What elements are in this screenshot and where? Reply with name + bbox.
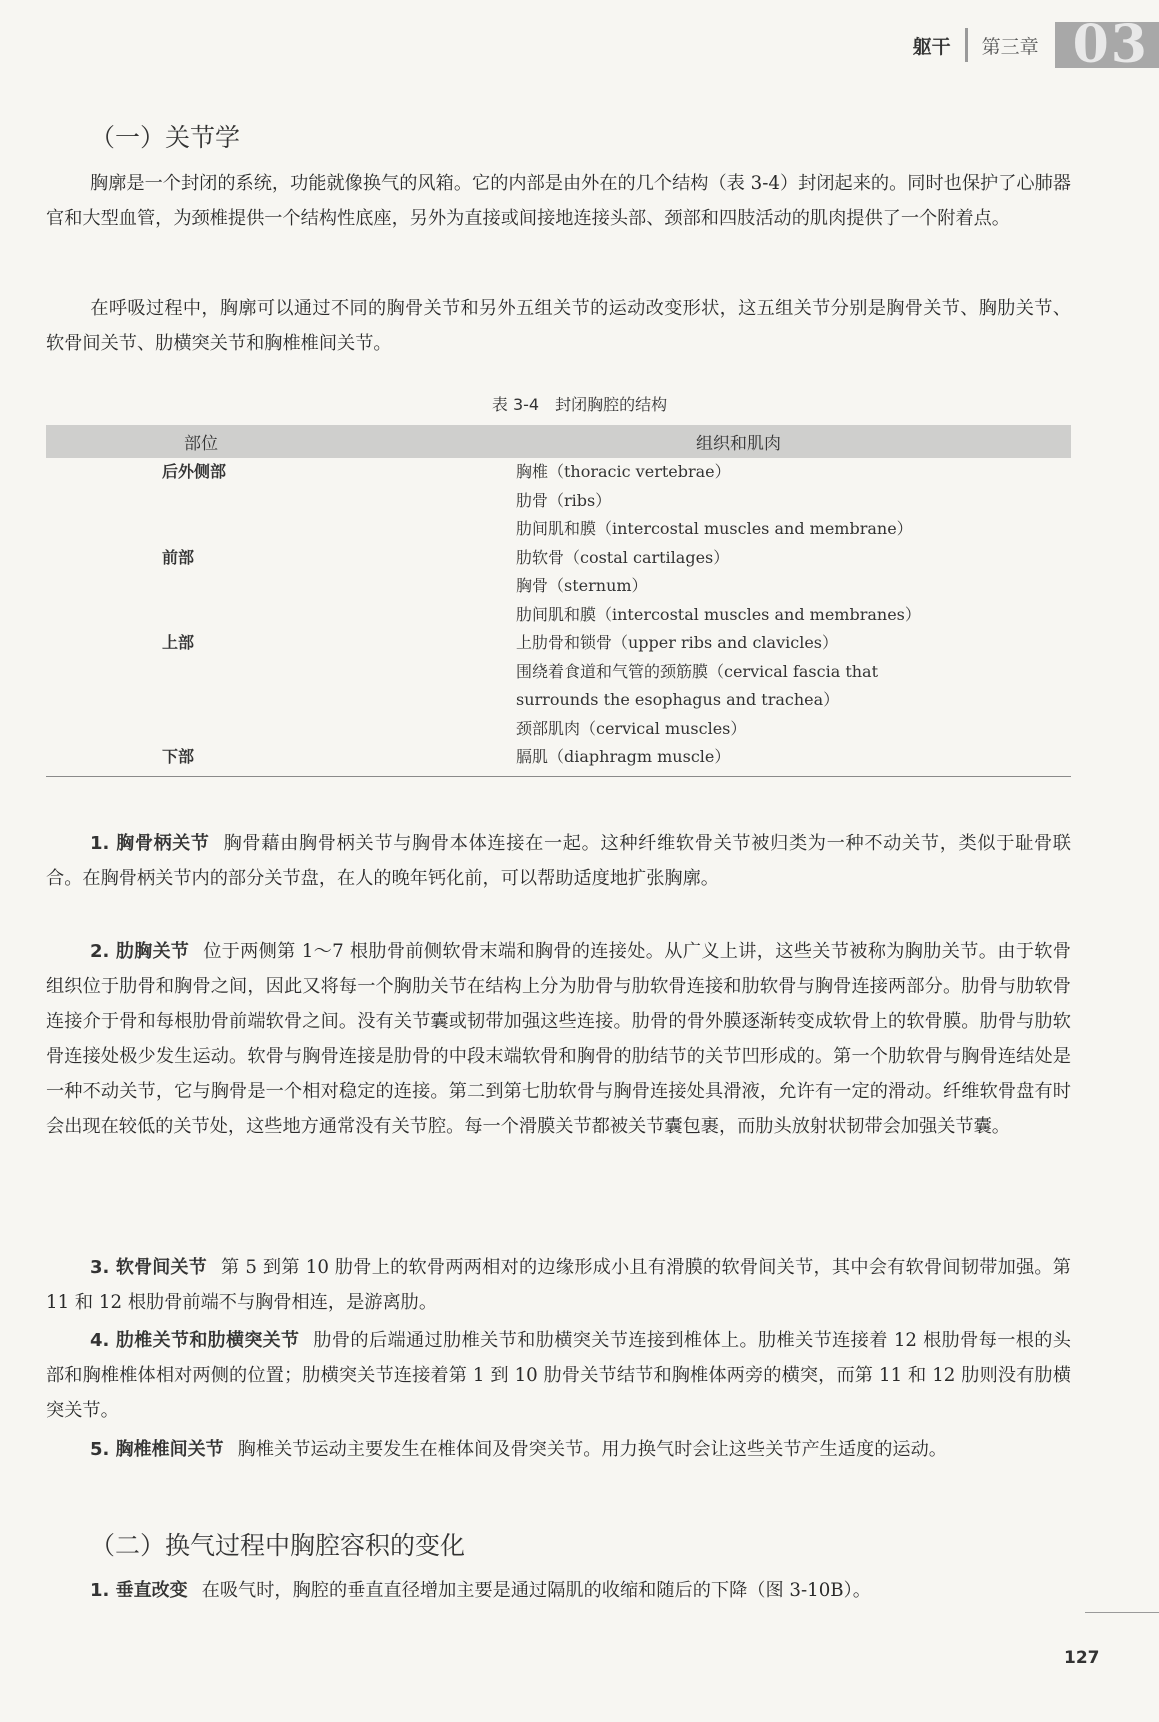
table-item: 围绕着食道和气管的颈筋膜（cervical fascia that (516, 661, 879, 681)
page-number: 127 (1064, 1648, 1100, 1668)
header-divider (965, 28, 968, 62)
joint-text: 肋骨的后端通过肋椎关节和肋横突关节连接到椎体上。肋椎关节连接着 12 根肋骨每一根的头部和胸椎椎体相对两侧的位置；肋横突关节连接着第 1 到 10 肋骨关节结节和胸椎体两旁的横突，而第 11 和 12 肋则没有肋横突关节。 (46, 1330, 1071, 1421)
joint-text: 胸骨藉由胸骨柄关节与胸骨本体连接在一起。这种纤维软骨关节被归类为一种不动关节，类似于耻骨联合。在胸骨柄关节内的部分关节盘，在人的晚年钙化前，可以帮助适度地扩张胸廓。 (46, 833, 1071, 889)
table-caption-title: 封闭胸腔的结构 (555, 395, 668, 414)
table-cell-part: 上部 (162, 633, 195, 652)
volume-title: 1. 垂直改变 (90, 1580, 188, 1601)
intro-paragraph-2 (46, 291, 1071, 361)
header-chapter-label: 第三章 (981, 35, 1039, 58)
intro-paragraph-1 (46, 166, 1071, 236)
joint-title: 1. 胸骨柄关节 (90, 833, 210, 854)
volume-paragraph-1 (46, 1573, 1071, 1608)
table-row (46, 458, 1071, 544)
table-caption-number: 表 3-4 (491, 395, 540, 414)
footer-rule (1085, 1612, 1159, 1613)
table-item: surrounds the esophagus and trachea） (516, 690, 840, 709)
joint-title: 2. 肋胸关节 (90, 941, 190, 962)
table-item: 胸椎（thoracic vertebrae） (516, 462, 731, 481)
table-item: 膈肌（diaphragm muscle） (516, 747, 731, 766)
table-item: 肋间肌和膜（intercostal muscles and membranes） (516, 604, 921, 624)
table-item: 肋间肌和膜（intercostal muscles and membrane） (516, 519, 913, 538)
table-item: 上肋骨和锁骨（upper ribs and clavicles） (516, 633, 839, 652)
section-heading-joints: （一）关节学 (90, 123, 241, 152)
table-body (46, 458, 1071, 777)
table-cell-part: 后外侧部 (162, 462, 227, 481)
table-cell-part: 前部 (162, 547, 195, 567)
table-item: 肋软骨（costal cartilages） (516, 547, 730, 567)
running-header (912, 14, 1159, 75)
table-row (46, 544, 1071, 630)
table-item: 胸骨（sternum） (516, 576, 648, 595)
table-cell-items (516, 743, 1071, 772)
table-caption (0, 392, 1159, 415)
table-header-part: 部位 (184, 434, 218, 454)
section-heading-volume: （二）换气过程中胸腔容积的变化 (90, 1531, 466, 1560)
joint-text: 胸椎关节运动主要发生在椎体间及骨突关节。用力换气时会让这些关节产生适度的运动。 (237, 1439, 947, 1460)
table-cell-items (516, 544, 1071, 630)
table-item: 肋骨（ribs） (516, 490, 612, 510)
table-cell-part: 下部 (162, 747, 195, 766)
table-item: 颈部肌肉（cervical muscles） (516, 718, 747, 738)
structure-table (46, 425, 1071, 777)
intro-paragraph-2-text: 在呼吸过程中，胸廓可以通过不同的胸骨关节和另外五组关节的运动改变形状，这五组关节分别是胸骨关节、胸肋关节、软骨间关节、肋横突关节和胸椎椎间关节。 (46, 298, 1071, 354)
header-chapter-number: 03 (1055, 22, 1159, 68)
joint-paragraph-1 (46, 826, 1071, 896)
table-cell-items (516, 458, 1071, 544)
joint-paragraph-2 (46, 934, 1071, 1144)
joint-paragraph-3 (46, 1250, 1071, 1320)
joint-title: 5. 胸椎椎间关节 (90, 1439, 224, 1460)
joint-paragraph-4 (46, 1323, 1071, 1428)
joint-paragraph-5 (46, 1432, 1071, 1467)
volume-text: 在吸气时，胸腔的垂直直径增加主要是通过隔肌的收缩和随后的下降（图 3-10B）。 (201, 1580, 871, 1601)
joint-text: 位于两侧第 1～7 根肋骨前侧软骨末端和胸骨的连接处。从广义上讲，这些关节被称为胸肋关节。由于软骨组织位于肋骨和胸骨之间，因此又将每一个胸肋关节在结构上分为肋骨与肋软骨连接和肋软骨与胸骨连接两部分。肋骨与肋软骨连接介于骨和每根肋骨前端软骨之间。没有关节囊或韧带加强这些连接。肋骨的骨外膜逐渐转变成软骨上的软骨膜。肋骨与肋软骨连接处极少发生运动。软骨与胸骨连接是肋骨的中段末端软骨和胸骨的肋结节的关节凹形成的。第一个肋软骨与胸骨连结处是一种不动关节，它与胸骨是一个相对稳定的连接。第二到第七肋软骨与胸骨连接处具滑液，允许有一定的滑动。纤维软骨盘有时会出现在较低的关节处，这些地方通常没有关节腔。每一个滑膜关节都被关节囊包裹，而肋头放射状韧带会加强关节囊。 (46, 941, 1071, 1137)
table-header-row (46, 425, 1071, 458)
joint-title: 4. 肋椎关节和肋横突关节 (90, 1330, 300, 1351)
table-row (46, 743, 1071, 772)
joint-text: 第 5 到第 10 肋骨上的软骨两两相对的边缘形成小且有滑膜的软骨间关节，其中会有软骨间韧带加强。第 11 和 12 根肋骨前端不与胸骨相连，是游离肋。 (46, 1257, 1071, 1313)
joint-title: 3. 软骨间关节 (90, 1257, 207, 1278)
header-section-title: 躯干 (912, 35, 951, 58)
table-cell-items (516, 629, 1071, 743)
table-header-tissue: 组织和肌肉 (696, 434, 781, 454)
table-row (46, 629, 1071, 743)
intro-paragraph-1-text: 胸廓是一个封闭的系统，功能就像换气的风箱。它的内部是由外在的几个结构（表 3-4）封闭起来的。同时也保护了心肺器官和大型血管，为颈椎提供一个结构性底座，另外为直接或间接地连接头部、颈部和四肢活动的肌肉提供了一个附着点。 (46, 173, 1071, 229)
